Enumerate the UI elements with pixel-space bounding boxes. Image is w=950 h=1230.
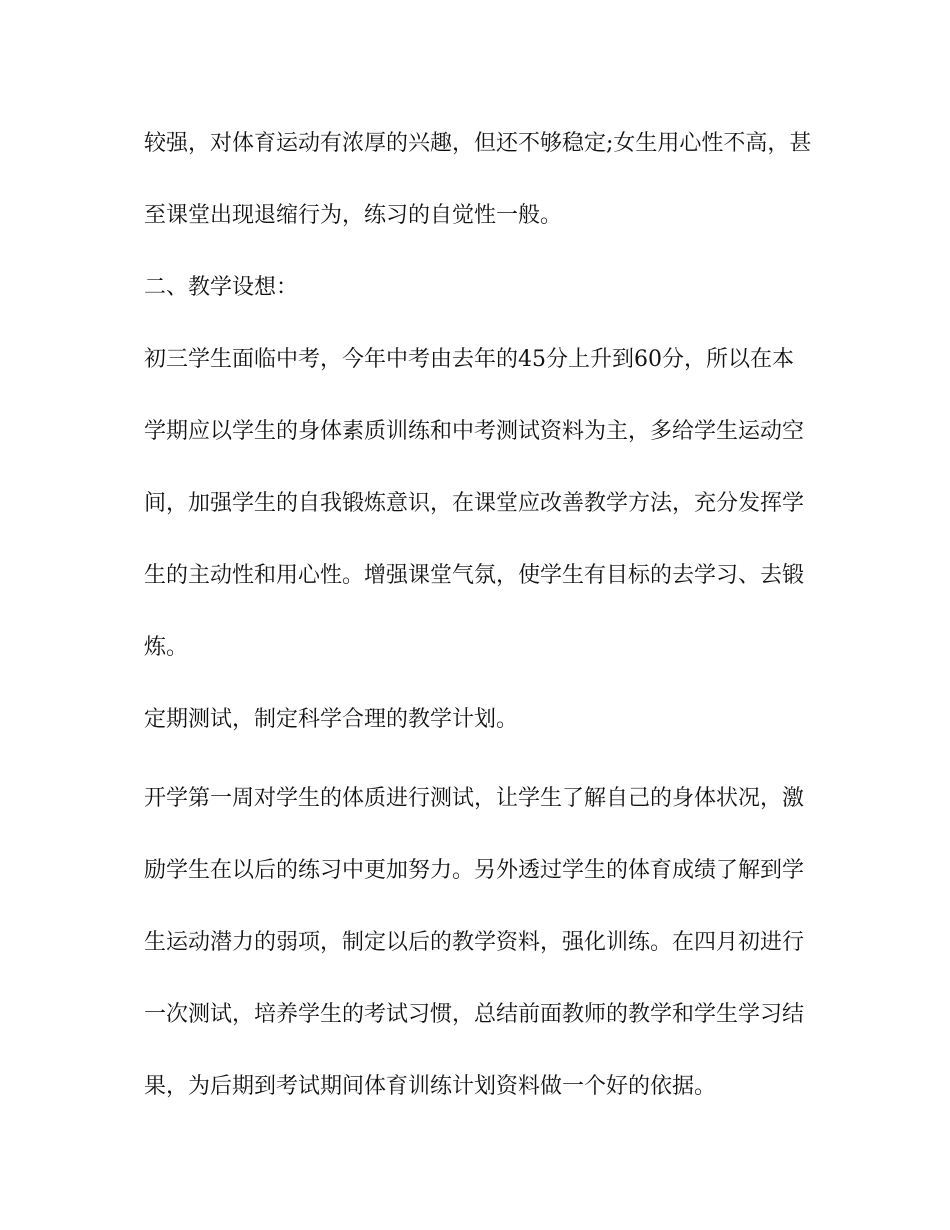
text-line: 生的主动性和用心性。增强课堂气氛，使学生有目标的去学习、去锻 — [144, 563, 805, 588]
text-line: 间，加强学生的自我锻炼意识，在课堂应改善教学方法，充分发挥学 — [144, 491, 805, 516]
text-line: 一次测试，培养学生的考试习惯，总结前面教师的教学和学生学习结 — [144, 1002, 805, 1027]
text-line: 学期应以学生的身体素质训练和中考测试资料为主，多给学生运动空 — [144, 419, 805, 444]
text-line: 较强，对体育运动有浓厚的兴趣，但还不够稳定;女生用心性不高，甚 — [144, 131, 812, 156]
text-line: 初三学生面临中考，今年中考由去年的45分上升到60分，所以在本 — [144, 347, 794, 372]
section-heading: 二、教学设想： — [144, 275, 299, 300]
text-line: 至课堂出现退缩行为，练习的自觉性一般。 — [144, 203, 563, 228]
text-line: 励学生在以后的练习中更加努力。另外透过学生的体育成绩了解到学 — [144, 858, 805, 883]
text-line: 果，为后期到考试期间体育训练计划资料做一个好的依据。 — [144, 1074, 717, 1099]
text-line: 开学第一周对学生的体质进行测试，让学生了解自己的身体状况，激 — [144, 786, 805, 811]
text-line: 炼。 — [144, 635, 189, 660]
text-line: 定期测试，制定科学合理的教学计划。 — [144, 707, 519, 732]
text-line: 生运动潜力的弱项，制定以后的教学资料，强化训练。在四月初进行 — [144, 930, 805, 955]
